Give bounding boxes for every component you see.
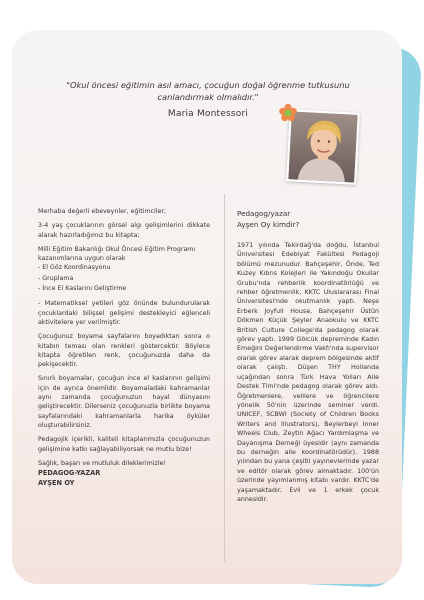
intro-paragraph: 3-4 yaş çocuklarının görsel algı gelişimlerini dikkate alarak hazırladığımız bu kitapta; (38, 222, 210, 239)
author-column (237, 209, 379, 509)
quote-text: "Okul öncesi eğitimin asıl amacı, çocuğun doğal öğrenme tutkusunu canlandırmak olmalıdır." (66, 80, 350, 102)
intro-column (38, 207, 210, 488)
quote-author: Maria Montessori (167, 109, 249, 119)
muscles-paragraph: Sınırlı boyamalar, çocuğun ince el kaslarının gelişimi için de ayrıca önemlidir. Boyamaladaki kahramanlar aynı zamanda çocuğunuzun hayal dünyasını geliştirecektir. Dilerseniz çocuğunuzla birlikte boyama sayfalarındaki kahramanlarla harika öyküler oluşturabilirsiniz. (38, 375, 210, 429)
author-heading-question: Ayşen Oy kimdir? (237, 219, 300, 229)
author-biography: 1971 yılında Tekirdağ'da doğdu. İstanbul Üniversitesi Edebiyat Fakültesi Pedagoji bölümü mezunudur. Bahçeşehir, Önde, Ted Kuzey Kıbrıs Kolejleri ile Yakındoğu Okullar Grubu'nda rehberlik koordinatörlüğü ve rehber öğretmenlik, KKTC Uluslararası Final Üniversitesi'nde okutmanlık yaptı. Neşe Erberk Joyfull House, Bahçeşehir Üstün Dökmen Küçük Şeyler Anaokulu ve KKTC British Culture College'da pedagog olarak görev yaptı. 1999 Gölcük depreminde Kadın Emeğini Değerlendirme Vakfı'nda supervisor olarak görev alarak deprem bölgesinde aktif olarak çalıştı. Düşen THY Hollanda uçağından sonra Türk Hava Yolları Aile Destek Timi'nde pedagog olarak görev aldı. Öğretmenlere, velilere ve öğrencilere yönelik 50'nin üzerinde seminer verdi. UNICEF, SCBWI (Society of Children Books Writers and Illustrators), Beylerbeyi Inner Wheels Club, Zeytin Ağacı Yardımlaşma ve Dayanışma Derneği üyesidir (aynı zamanda bu derneğin aile koordinatörüdür). 1988 yılından bu yana çeşitli yayınevlerinde yazar ve editör olarak görev almaktadır. 100'ün üzerinde yayımlanmış kitabı vardır. KKTC'de yaşamaktadır. Evli ve 1 erkek çocuk annesidir. (237, 242, 379, 503)
list-item: - Gruplama (38, 274, 74, 282)
signature-name: AYŞEN OY (38, 479, 75, 488)
author-heading-title: Pedagog/yazar (237, 209, 291, 218)
wishes-line: Sağlık, başarı ve mutluluk dileklerimizle! (38, 459, 166, 467)
flower-pin-icon (278, 103, 298, 123)
page-card (12, 30, 402, 584)
skills-list (38, 263, 210, 294)
list-item: - İnce El Kaslarını Geliştirme (38, 285, 127, 293)
math-paragraph: - Matematiksel yetileri göz önünde bulundurularak çocuklardaki bilişsel gelişimi destekleyici eğlenceli aktivitelere yer verilmiştir. (38, 300, 210, 326)
coloring-paragraph: Çocuğunuz boyama sayfalarını boyadıktan sonra o kitabın teması olan renkleri göstercektir. Böylece kitapta öğretilen renk, çocuğunuzda daha da pekişecektir. (38, 333, 210, 369)
list-item: - El Göz Koordinasyonu (38, 264, 111, 272)
quality-paragraph: Pedagojik içerikli, kaliteli kitaplarımızla çocuğunuzun gelişimine katkı sağlayabiliyorsak ne mutlu bize! (38, 436, 210, 453)
program-paragraph: Milli Eğitim Bakanlığı Okul Öncesi Eğitim Programı kazanımlarına uygun olarak (38, 245, 196, 263)
column-divider (224, 194, 225, 562)
greeting: Merhaba değerli ebeveynler, eğitimciler; (38, 208, 167, 215)
signature-title: PEDAGOG-YAZAR (38, 469, 101, 478)
